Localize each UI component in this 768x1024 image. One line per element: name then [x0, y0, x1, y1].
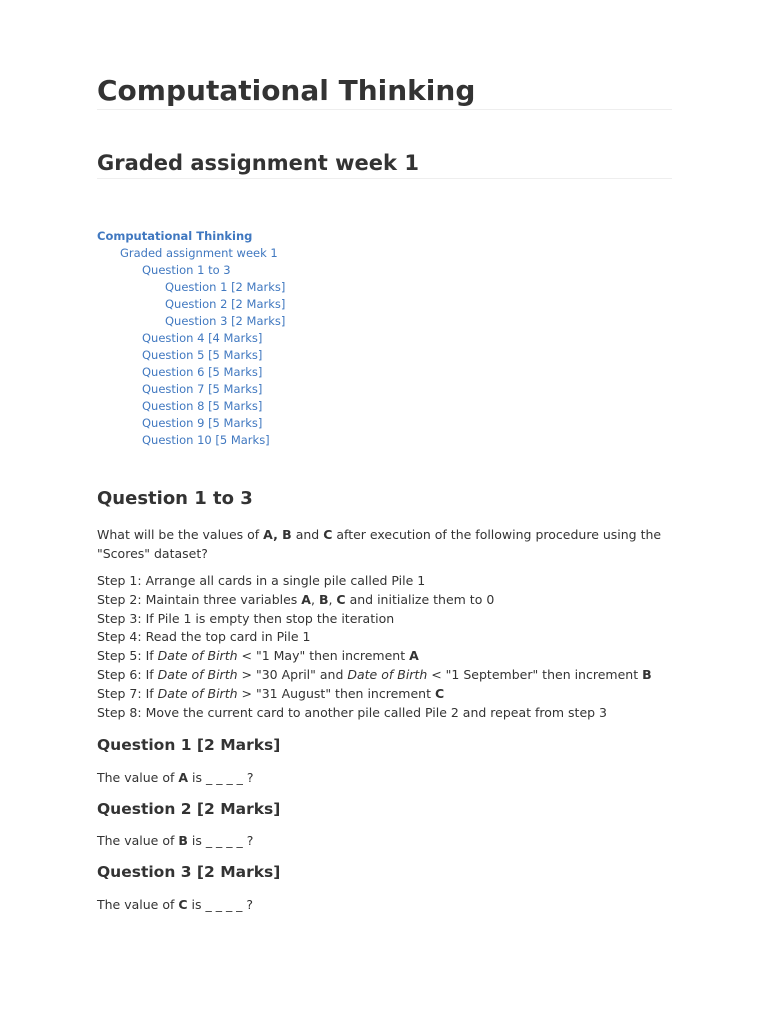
- procedure-steps: [97, 572, 687, 722]
- toc-link-question-5[interactable]: Question 5 [5 Marks]: [142, 348, 263, 362]
- step-6-field-2: Date of Birth: [347, 666, 428, 682]
- document-title: Computational Thinking: [97, 72, 672, 110]
- question-1-text-1: The value of: [97, 770, 179, 785]
- step-4: Step 4: Read the top card in Pile 1: [97, 629, 311, 645]
- toc-link-question-10[interactable]: Question 10 [5 Marks]: [142, 433, 270, 447]
- question-1-text: [97, 768, 675, 787]
- question-3-text-1: The value of: [97, 897, 179, 912]
- section-heading: Question 1 to 3: [97, 488, 253, 509]
- step-2-var-c: C: [336, 591, 346, 607]
- toc-link-computational-thinking[interactable]: Computational Thinking: [97, 229, 253, 243]
- table-of-contents: [97, 228, 285, 449]
- intro-text-3: after execution of the following procedure using the "Scores" dataset?: [97, 527, 662, 561]
- step-7-field: Date of Birth: [157, 685, 238, 701]
- intro-text-1: What will be the values of: [97, 527, 264, 542]
- step-8: Step 8: Move the current card to another pile called Pile 2 and repeat from step 3: [97, 704, 608, 720]
- step-6: [97, 666, 687, 685]
- toc-link-question-4[interactable]: Question 4 [4 Marks]: [142, 331, 263, 345]
- question-3-heading: Question 3 [2 Marks]: [97, 863, 281, 881]
- intro-var-c: C: [323, 527, 333, 542]
- step-6-text-1: Step 6: If: [97, 666, 158, 682]
- question-3-text: [97, 895, 675, 914]
- question-2-text-2: is _ _ _ _ ?: [187, 833, 254, 848]
- step-1: Step 1: Arrange all cards in a single pile called Pile 1: [97, 573, 426, 588]
- question-1-heading: Question 1 [2 Marks]: [97, 736, 281, 754]
- toc-link-question-1[interactable]: Question 1 [2 Marks]: [165, 280, 286, 294]
- question-1-text-2: is _ _ _ _ ?: [188, 770, 254, 785]
- step-5-text-1: Step 5: If: [97, 648, 158, 664]
- question-2-heading: Question 2 [2 Marks]: [97, 800, 281, 818]
- toc-link-question-6[interactable]: Question 6 [5 Marks]: [142, 365, 263, 379]
- step-2-text-1: Step 2: Maintain three variables: [97, 591, 302, 607]
- question-3-text-2: is _ _ _ _ ?: [187, 897, 254, 912]
- step-5-field: Date of Birth: [157, 648, 238, 664]
- section-intro: [97, 525, 675, 563]
- toc-link-question-1-to-3[interactable]: Question 1 to 3: [142, 263, 231, 277]
- step-2-var-a: A: [301, 591, 311, 607]
- step-2-text-2: ,: [310, 591, 319, 607]
- question-2-text: [97, 831, 675, 850]
- intro-vars-ab: A, B: [263, 527, 292, 542]
- step-7-var: C: [434, 685, 445, 701]
- step-7-text-2: > "31 August" then increment: [237, 685, 435, 701]
- question-1-var: A: [178, 770, 189, 785]
- step-6-text-2: > "30 April" and: [237, 666, 348, 682]
- step-6-var: B: [642, 666, 652, 682]
- step-2-text-4: and initialize them to 0: [345, 591, 495, 607]
- toc-link-question-7[interactable]: Question 7 [5 Marks]: [142, 382, 263, 396]
- toc-link-question-2[interactable]: Question 2 [2 Marks]: [165, 297, 286, 311]
- question-3-var: C: [178, 897, 188, 912]
- toc-link-question-9[interactable]: Question 9 [5 Marks]: [142, 416, 263, 430]
- question-2-text-1: The value of: [97, 833, 179, 848]
- step-5: [97, 647, 687, 666]
- question-2-var: B: [178, 833, 188, 848]
- step-2: [97, 591, 687, 610]
- step-5-var: A: [409, 648, 419, 664]
- step-6-text-3: < "1 September" then increment: [427, 666, 643, 682]
- step-2-var-b: B: [318, 591, 329, 607]
- step-6-field-1: Date of Birth: [157, 666, 238, 682]
- intro-text-2: and: [291, 527, 324, 542]
- toc-link-question-8[interactable]: Question 8 [5 Marks]: [142, 399, 263, 413]
- toc-link-question-3[interactable]: Question 3 [2 Marks]: [165, 314, 286, 328]
- document-subtitle: Graded assignment week 1: [97, 148, 672, 179]
- step-3: Step 3: If Pile 1 is empty then stop the iteration: [97, 610, 395, 626]
- step-7-text-1: Step 7: If: [97, 685, 158, 701]
- step-7: [97, 685, 687, 704]
- step-2-text-3: ,: [328, 591, 337, 607]
- step-5-text-2: < "1 May" then increment: [237, 648, 410, 664]
- toc-link-graded-assignment[interactable]: Graded assignment week 1: [120, 246, 278, 260]
